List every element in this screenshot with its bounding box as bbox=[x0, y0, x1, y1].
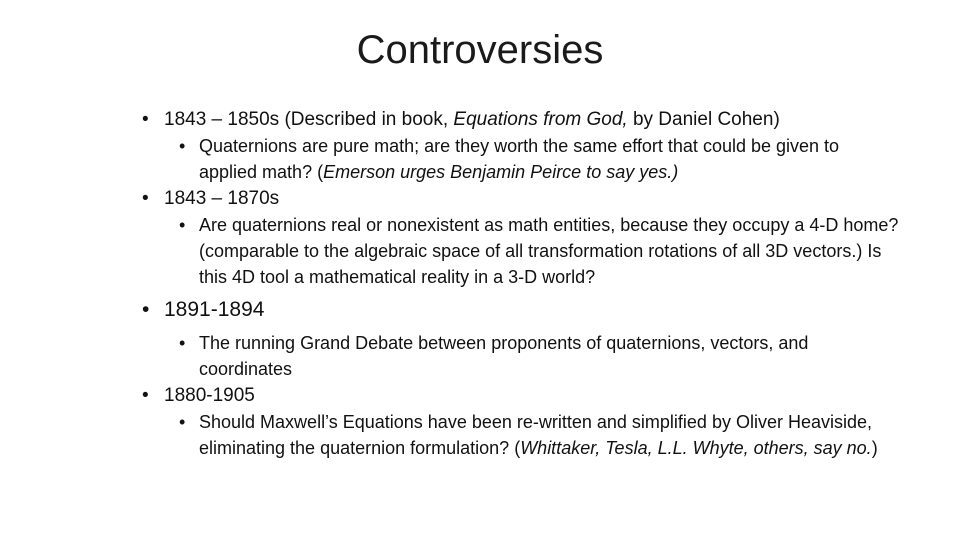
bullet-icon: • bbox=[142, 188, 149, 209]
bullet-icon: • bbox=[179, 136, 186, 156]
sub-bullet-item bbox=[179, 330, 902, 382]
bullet-icon: • bbox=[179, 333, 186, 353]
sub-item-text: Quaternions are pure math; are they worth the same effort that could be given to applied math? ( bbox=[199, 136, 840, 182]
sub-item-text: Are quaternions real or nonexistent as math entities, because they occupy a 4-D home? (comparable to the algebraic space of all transformation rotations of all 3D vectors.) Is this 4D tool a mathematical reality in a 3-D world? bbox=[199, 215, 899, 287]
bullet-icon: • bbox=[142, 385, 149, 406]
sub-item-italic-text: Emerson urges Benjamin Peirce to say yes.) bbox=[323, 162, 679, 182]
item-italic-text: Equations from God, bbox=[453, 109, 628, 130]
item-text: 1843 – 1870s bbox=[164, 188, 280, 209]
sub-bullet-item bbox=[179, 409, 902, 461]
bullet-icon: • bbox=[179, 215, 186, 235]
sub-item-text: The running Grand Debate between proponents of quaternions, vectors, and coordinates bbox=[199, 333, 809, 379]
slide-title: Controversies bbox=[356, 28, 604, 72]
item-text: 1880-1905 bbox=[164, 385, 255, 406]
sub-bullet-item bbox=[179, 212, 902, 290]
bullet-item-1891-1894 bbox=[142, 296, 902, 324]
bullet-icon: • bbox=[142, 298, 150, 321]
sub-item-text-end: ) bbox=[871, 438, 878, 458]
item-text-end: by Daniel Cohen) bbox=[627, 109, 780, 130]
bullet-list bbox=[142, 107, 902, 461]
sub-item-text: Should Maxwell’s Equations have been re-written and simplified by Oliver Heaviside, eliminating the quaternion formulation? ( bbox=[199, 412, 873, 458]
item-text: 1891-1894 bbox=[164, 298, 265, 321]
bullet-icon: • bbox=[142, 109, 149, 130]
item-text: 1843 – 1850s (Described in book, bbox=[164, 109, 454, 130]
bullet-item-1880-1905 bbox=[142, 383, 902, 409]
bullet-icon: • bbox=[179, 412, 186, 432]
sub-bullet-item bbox=[179, 133, 902, 185]
bullet-item-1843-1850s bbox=[142, 107, 902, 133]
bullet-item-1843-1870s bbox=[142, 186, 902, 212]
sub-item-italic-text: Whittaker, Tesla, L.L. Whyte, others, say no. bbox=[520, 438, 872, 458]
